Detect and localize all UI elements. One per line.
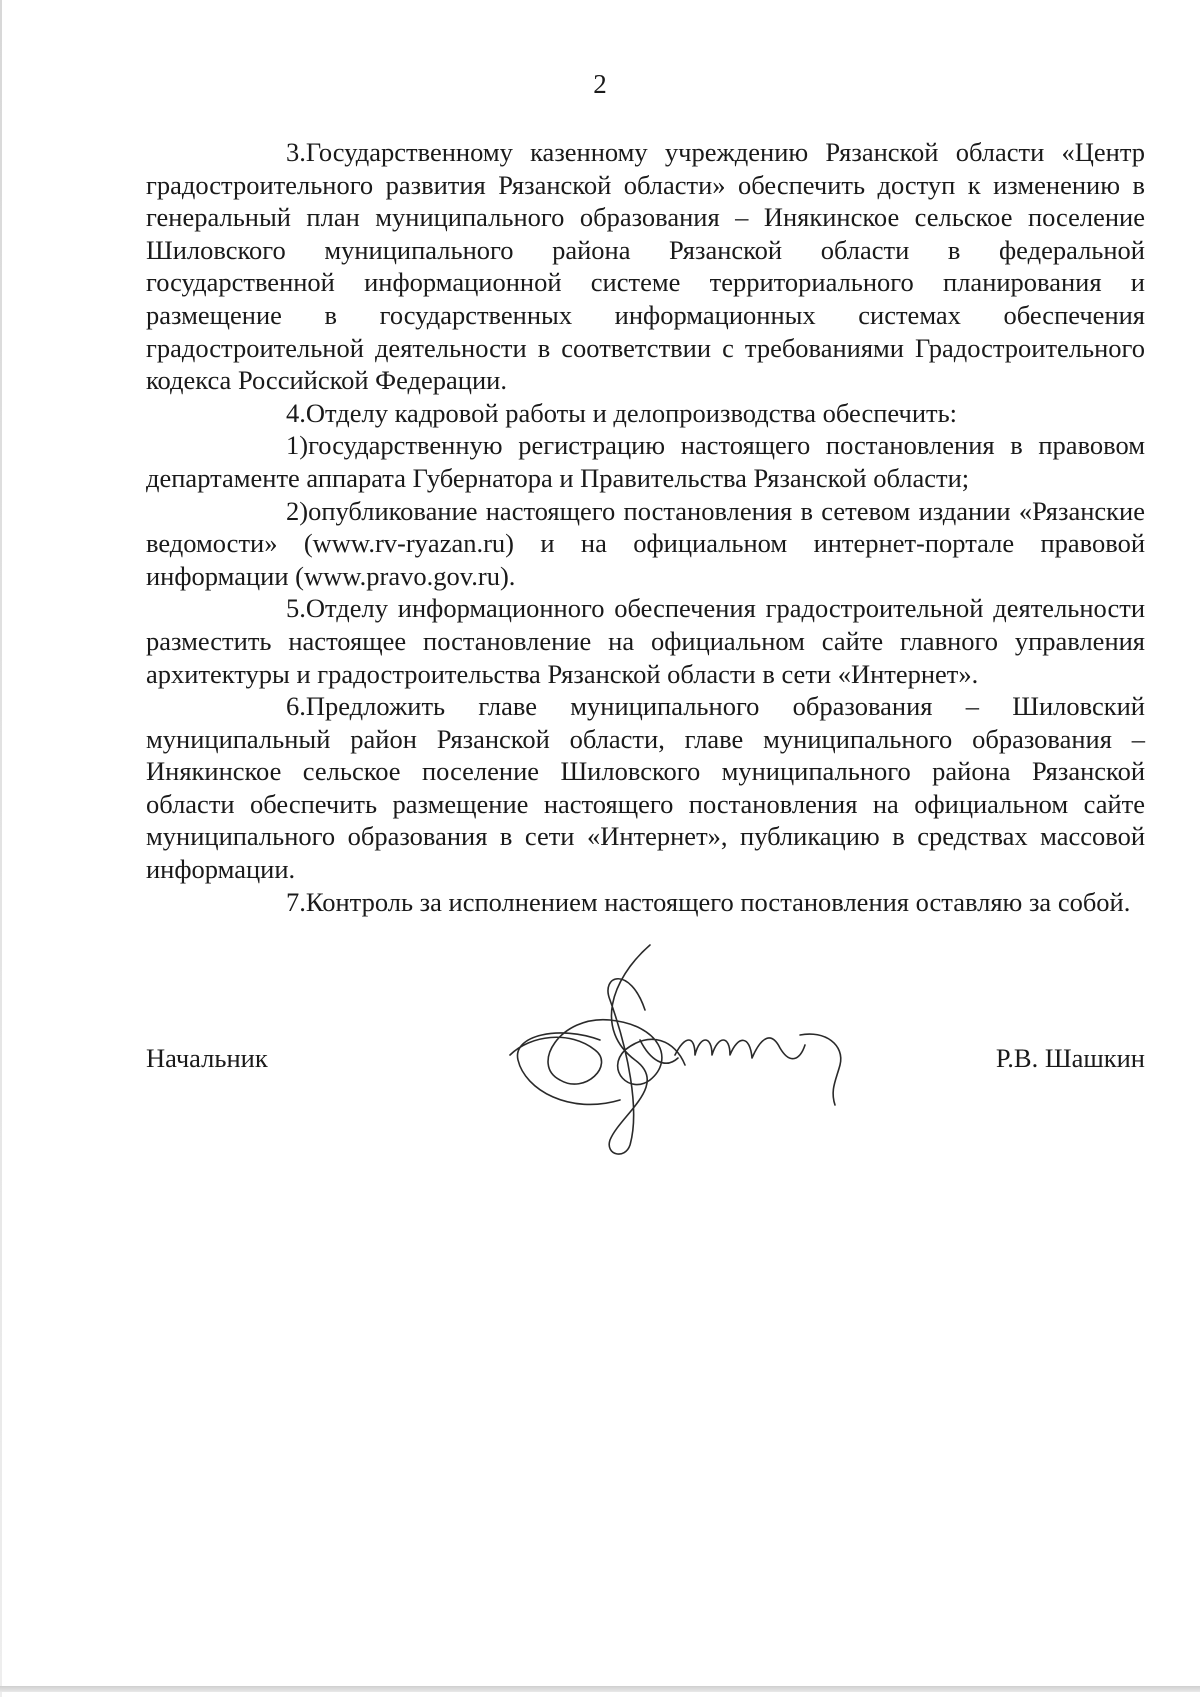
signatory-name: Р.В. Шашкин	[995, 1043, 1145, 1073]
paragraph-number: 3.	[286, 137, 306, 167]
subparagraph-1	[146, 429, 1145, 494]
paragraph-number: 2)	[286, 495, 309, 526]
paragraph-text: Государственному казенному учреждению Рязанской области «Центр градостроительного развития Рязанской области» обеспечить доступ к изменению в генеральный план муниципального образования – Инякинское сельское поселение Шиловского муниципального района Рязанской области в федеральной государственной информационной системе территориального планирования и размещение в государственных информационных системах обеспечения градостроительной деятельности в соответствии с требованиями Градостроительного кодекса Российской Федерации.	[146, 137, 1145, 396]
paragraph-7	[146, 886, 1145, 919]
paragraph-text: государственную регистрацию настоящего постановления в правовом департаменте аппарата Губернатора и Правительства Рязанской области;	[146, 430, 1145, 493]
paragraph-text: Отделу кадровой работы и делопроизводства обеспечить:	[305, 397, 958, 428]
paragraph-text: Предложить главе муниципального образования – Шиловский муниципальный район Рязанской области, главе муниципального образования – Инякинское сельское поселение Шиловского муниципального района Рязанской области обеспечить размещение настоящего постановления на официальном сайте муниципального образования в сети «Интернет», публикацию в средствах массовой информации.	[146, 691, 1145, 885]
paragraph-6	[146, 690, 1145, 886]
paragraph-number: 1)	[286, 430, 309, 461]
paragraph-text: опубликование настоящего постановления в сетевом издании «Рязанские ведомости» (www.rv-ryazan.ru) и на официальном интернет-портале правовой информации (www.pravo.gov.ru).	[146, 495, 1145, 591]
paragraph-5	[146, 592, 1145, 690]
page-edge-bottom	[0, 1686, 1200, 1692]
paragraph-number: 5.	[286, 593, 306, 624]
paragraph-3	[146, 136, 1145, 397]
subparagraph-2	[146, 495, 1145, 593]
paragraph-text: Контроль за исполнением настоящего постановления оставляю за собой.	[305, 886, 1131, 917]
document-body	[146, 136, 1145, 918]
paragraph-text: Отделу информационного обеспечения градостроительной деятельности разместить настоящее постановление на официальном сайте главного управления архитектуры и градостроительства Рязанской области в сети «Интернет».	[146, 593, 1145, 689]
paragraph-number: 6.	[286, 691, 306, 722]
page-number: 2	[593, 69, 607, 99]
paragraph-number: 4.	[286, 397, 306, 428]
paragraph-number: 7.	[286, 886, 306, 917]
paragraph-4	[146, 397, 1145, 430]
signatory-position: Начальник	[146, 1043, 268, 1073]
signature-block	[146, 1042, 1145, 1082]
page-edge-left	[0, 0, 2, 1697]
